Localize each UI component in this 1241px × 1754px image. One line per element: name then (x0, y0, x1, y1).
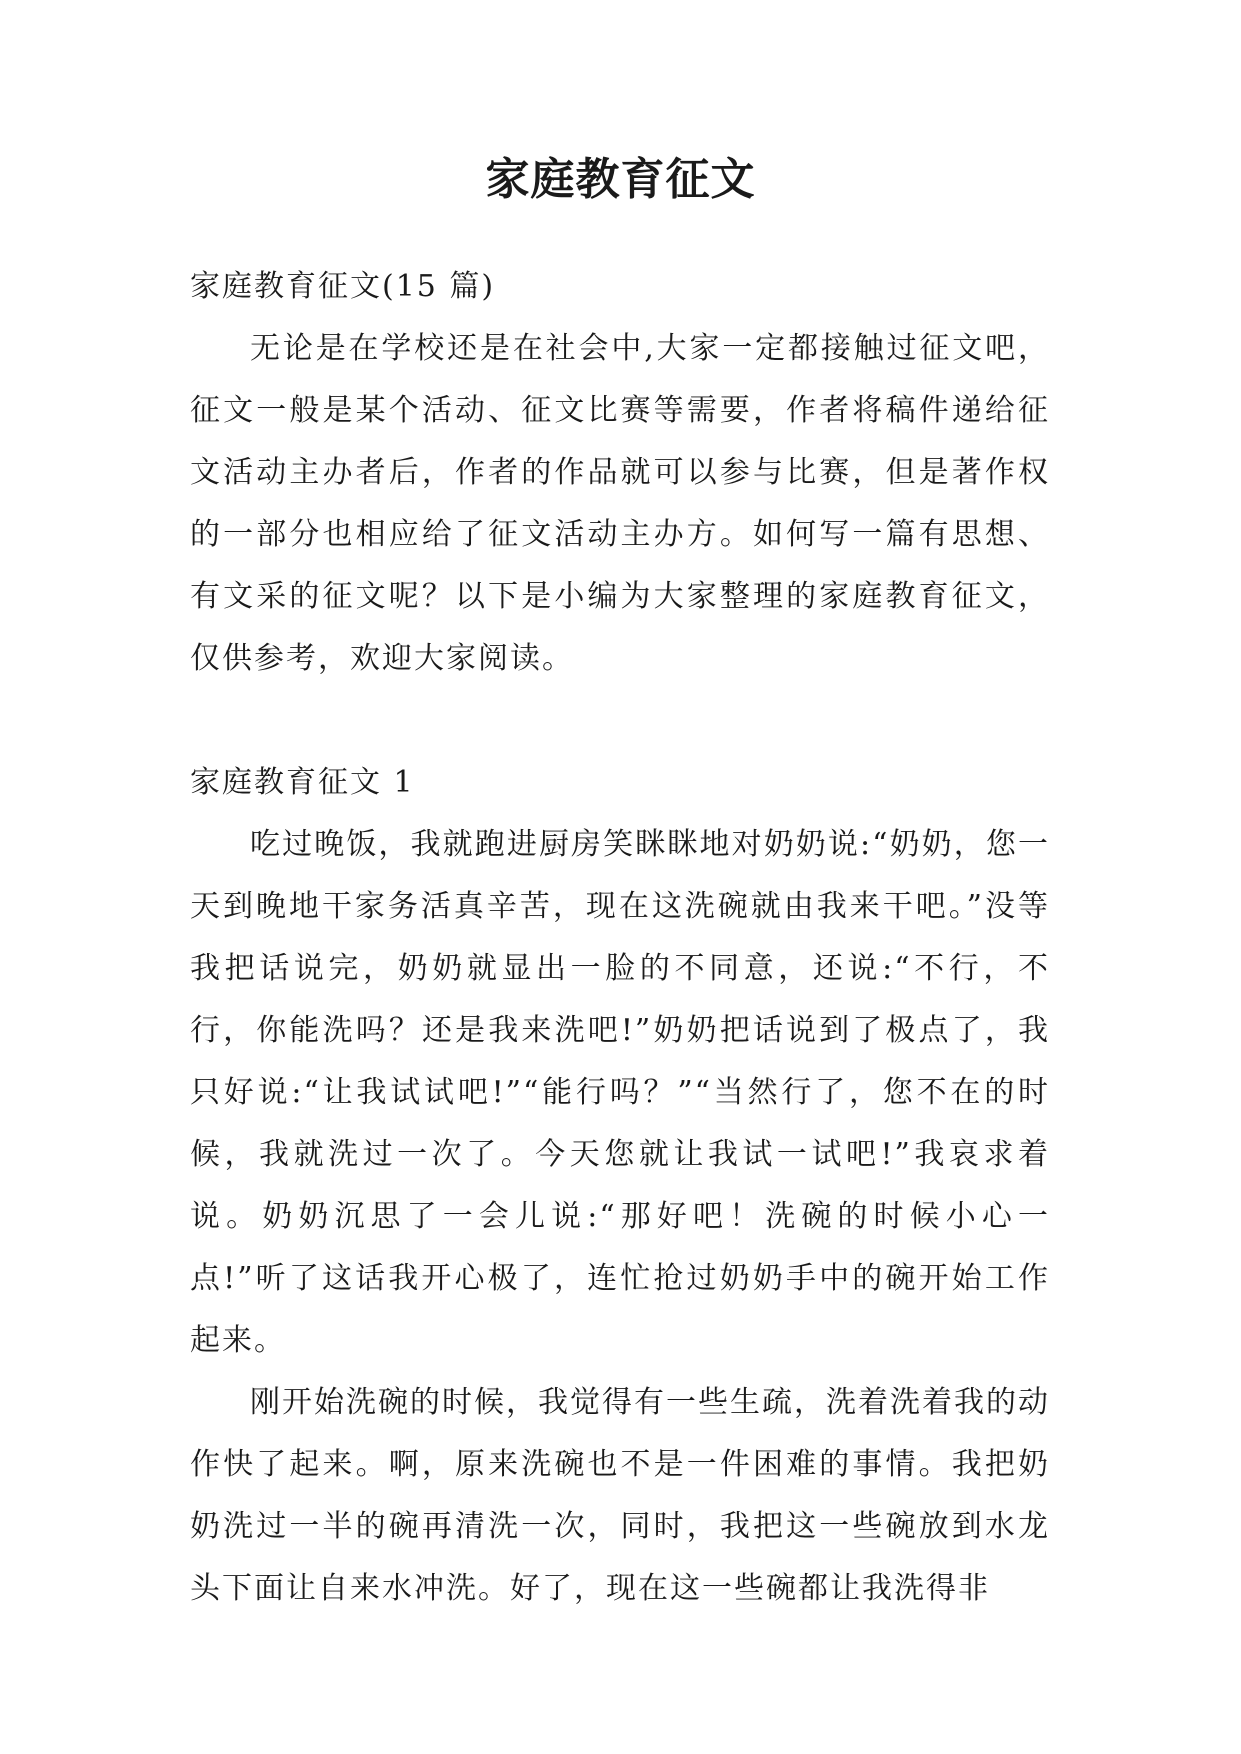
intro-paragraph: 无论是在学校还是在社会中,大家一定都接触过征文吧，征文一般是某个活动、征文比赛等需要，作者将稿件递给征文活动主办者后，作者的作品就可以参与比赛，但是著作权的一部分也相应给了征文活动主办方。如何写一篇有思想、有文采的征文呢？以下是小编为大家整理的家庭教育征文，仅供参考，欢迎大家阅读。 (190, 331, 1050, 676)
document-title: 家庭教育征文 (485, 154, 756, 205)
paragraph-spacer (190, 690, 1050, 752)
body-paragraph: 吃过晚饭，我就跑进厨房笑眯眯地对奶奶说:“奶奶，您一天到晚地干家务活真辛苦，现在这洗碗就由我来干吧。”没等我把话说完，奶奶就显出一脸的不同意，还说:“不行，不行，你能洗吗？还是我来洗吧!”奶奶把话说到了极点了，我只好说:“让我试试吧!”“能行吗？”“当然行了，您不在的时候，我就洗过一次了。今天您就让我试一试吧!”我哀求着说。奶奶沉思了一会儿说:“那好吧！洗碗的时候小心一点!”听了这话我开心极了，连忙抢过奶奶手中的碗开始工作起来。 (190, 827, 1050, 1358)
collection-subtitle: 家庭教育征文(15 篇) (190, 269, 496, 304)
section-heading: 家庭教育征文 1 (190, 765, 415, 800)
body-paragraph: 刚开始洗碗的时候，我觉得有一些生疏，洗着洗着我的动作快了起来。啊，原来洗碗也不是一件困难的事情。我把奶奶洗过一半的碗再清洗一次，同时，我把这一些碗放到水龙头下面让自来水冲洗。好了，现在这一些碗都让我洗得非 (190, 1385, 1050, 1606)
document-body (190, 256, 1050, 1620)
